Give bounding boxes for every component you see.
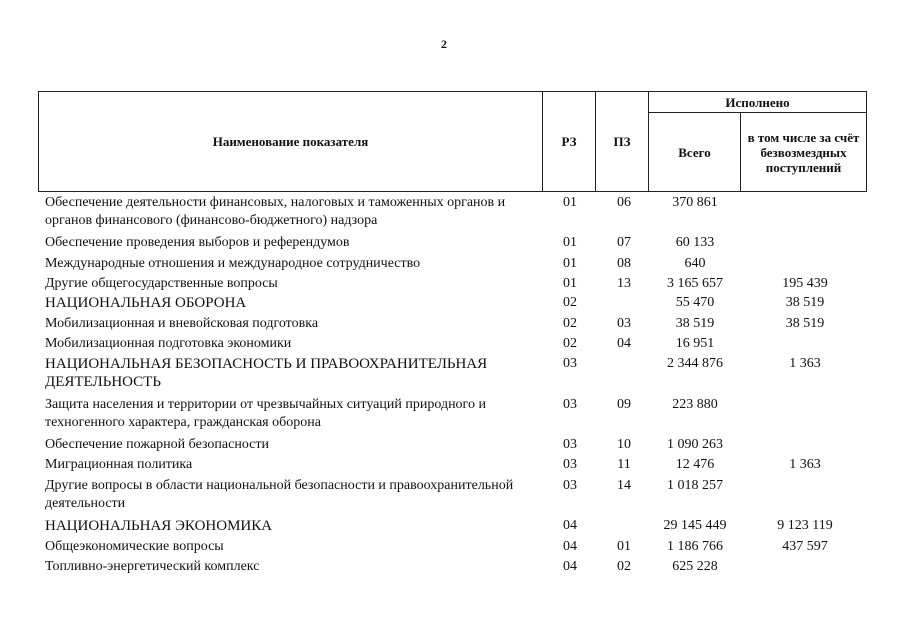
row-name: Топливно-энергетический комплекс bbox=[45, 559, 260, 574]
row-pz: 04 bbox=[617, 336, 631, 351]
row-name: Мобилизационная подготовка экономики bbox=[45, 336, 292, 351]
row-rz: 02 bbox=[563, 336, 577, 351]
row-rz: 01 bbox=[563, 195, 577, 210]
row-name: Международные отношения и международное сотрудничество bbox=[45, 256, 421, 271]
row-total: 3 165 657 bbox=[667, 276, 723, 291]
row-free: 38 519 bbox=[785, 316, 825, 331]
row-rz: 01 bbox=[563, 276, 577, 291]
row-name: НАЦИОНАЛЬНАЯ ЭКОНОМИКА bbox=[45, 518, 273, 534]
row-pz: 14 bbox=[617, 478, 631, 493]
row-free: 195 439 bbox=[782, 276, 828, 291]
row-pz: 01 bbox=[617, 539, 631, 554]
row-total: 370 861 bbox=[672, 195, 718, 210]
row-free: 1 363 bbox=[789, 457, 821, 472]
row-free: 38 519 bbox=[785, 295, 825, 310]
header-free-receipts: в том числе за счёт безвозмездных поступлений bbox=[747, 129, 860, 175]
row-total: 55 470 bbox=[675, 295, 715, 310]
row-pz: 11 bbox=[617, 457, 631, 472]
row-free: 1 363 bbox=[789, 356, 821, 371]
row-total: 16 951 bbox=[675, 336, 715, 351]
row-total: 1 186 766 bbox=[667, 539, 723, 554]
row-pz: 07 bbox=[617, 235, 631, 250]
row-name: Защита населения и территории от чрезвычайных ситуаций природного и техногенного характера, гражданская оборона bbox=[45, 397, 486, 430]
row-total: 1 018 257 bbox=[667, 478, 723, 493]
row-name: Обеспечение проведения выборов и референдумов bbox=[45, 235, 350, 250]
table-header bbox=[38, 91, 867, 192]
row-rz: 03 bbox=[563, 478, 577, 493]
row-free: 9 123 119 bbox=[777, 518, 833, 533]
row-pz: 10 bbox=[617, 437, 631, 452]
row-free: 437 597 bbox=[782, 539, 828, 554]
row-pz: 06 bbox=[617, 195, 631, 210]
row-name: НАЦИОНАЛЬНАЯ ОБОРОНА bbox=[45, 295, 247, 311]
row-total: 223 880 bbox=[672, 397, 718, 412]
row-total: 29 145 449 bbox=[663, 518, 727, 533]
row-name: Обеспечение пожарной безопасности bbox=[45, 437, 270, 452]
row-total: 60 133 bbox=[675, 235, 715, 250]
row-rz: 02 bbox=[563, 295, 577, 310]
row-rz: 03 bbox=[563, 437, 577, 452]
row-rz: 01 bbox=[563, 256, 577, 271]
row-name: Обеспечение деятельности финансовых, налоговых и таможенных органов и органов финансового (финансово-бюджетного) надзора bbox=[45, 195, 506, 228]
row-rz: 04 bbox=[563, 518, 577, 533]
row-rz: 04 bbox=[563, 559, 577, 574]
row-rz: 03 bbox=[563, 397, 577, 412]
row-total: 625 228 bbox=[672, 559, 718, 574]
row-pz: 02 bbox=[617, 559, 631, 574]
row-name: Другие общегосударственные вопросы bbox=[45, 276, 278, 291]
row-name: Мобилизационная и вневойсковая подготовка bbox=[45, 316, 319, 331]
row-pz: 08 bbox=[617, 256, 631, 271]
header-executed: Исполнено bbox=[725, 94, 790, 110]
row-rz: 03 bbox=[563, 457, 577, 472]
row-rz: 04 bbox=[563, 539, 577, 554]
row-pz: 13 bbox=[617, 276, 631, 291]
row-rz: 03 bbox=[563, 356, 577, 371]
row-pz: 09 bbox=[617, 397, 631, 412]
row-pz: 03 bbox=[617, 316, 631, 331]
header-name: Наименование показателя bbox=[212, 134, 369, 149]
page-number: 2 bbox=[441, 37, 447, 51]
row-rz: 02 bbox=[563, 316, 577, 331]
header-total: Всего bbox=[678, 144, 711, 160]
header-pz: ПЗ bbox=[613, 134, 631, 149]
row-total: 640 bbox=[684, 256, 706, 271]
row-total: 1 090 263 bbox=[667, 437, 723, 452]
row-name: Миграционная политика bbox=[45, 457, 193, 472]
row-total: 2 344 876 bbox=[667, 356, 723, 371]
header-rz: РЗ bbox=[561, 134, 577, 149]
row-rz: 01 bbox=[563, 235, 577, 250]
row-name: Общеэкономические вопросы bbox=[45, 539, 224, 554]
row-total: 12 476 bbox=[675, 457, 715, 472]
row-name: НАЦИОНАЛЬНАЯ БЕЗОПАСНОСТЬ И ПРАВООХРАНИТЕЛЬНАЯ ДЕЯТЕЛЬНОСТЬ bbox=[45, 356, 488, 390]
row-total: 38 519 bbox=[675, 316, 715, 331]
row-name: Другие вопросы в области национальной безопасности и правоохранительной деятельности bbox=[45, 478, 514, 511]
